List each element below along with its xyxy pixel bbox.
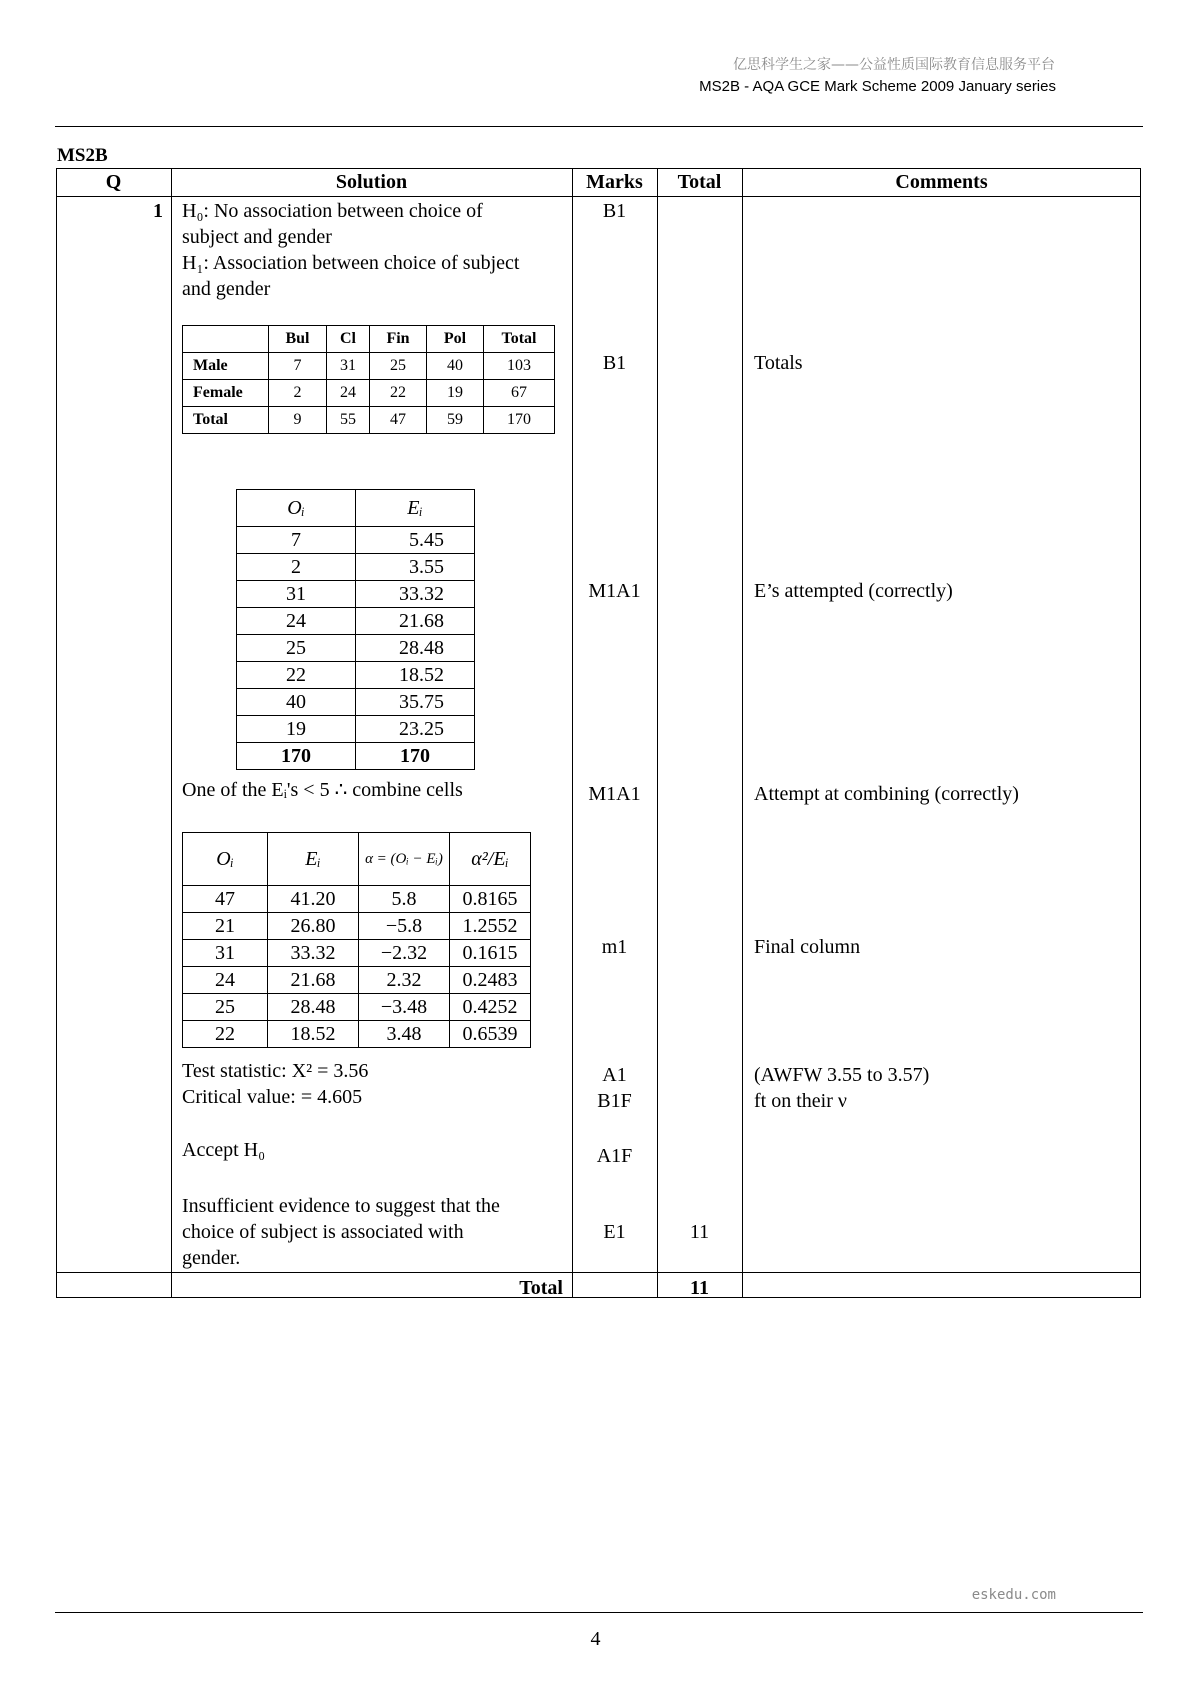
table-cell: Eᵢ bbox=[268, 833, 359, 886]
table-cell: 24 bbox=[327, 380, 370, 407]
table-cell: 19 bbox=[237, 716, 356, 743]
table-cell: 35.75 bbox=[356, 689, 475, 716]
table-cell: 170 bbox=[237, 743, 356, 770]
table-cell: 3.55 bbox=[356, 554, 475, 581]
table-row bbox=[183, 967, 531, 994]
mark-e1-conclusion: E1 bbox=[603, 1221, 626, 1243]
mark-a1f-accept: A1F bbox=[596, 1145, 633, 1167]
table-cell: 22 bbox=[370, 380, 427, 407]
table-cell: 2 bbox=[269, 380, 327, 407]
combine-cells-note: One of the Eᵢ's < 5 ∴ combine cells bbox=[182, 779, 463, 801]
table-cell: Fin bbox=[370, 326, 427, 353]
total-row-rule bbox=[56, 1272, 1141, 1273]
table-cell: Female bbox=[183, 380, 269, 407]
col-divider bbox=[657, 168, 658, 1298]
table-cell: 19 bbox=[427, 380, 484, 407]
mark-m1a1-combine: M1A1 bbox=[588, 783, 641, 805]
table-cell: −3.48 bbox=[359, 994, 450, 1021]
table-row bbox=[237, 527, 475, 554]
question-number: 1 bbox=[153, 200, 163, 222]
footer-site: eskedu.com bbox=[971, 1587, 1056, 1603]
combined-cells-table bbox=[182, 832, 531, 1048]
table-row bbox=[237, 662, 475, 689]
table-cell: Cl bbox=[327, 326, 370, 353]
table-cell: 24 bbox=[237, 608, 356, 635]
table-cell: 47 bbox=[183, 886, 268, 913]
table-row bbox=[237, 554, 475, 581]
table-row bbox=[183, 407, 555, 434]
table-cell: 26.80 bbox=[268, 913, 359, 940]
table-cell bbox=[183, 326, 269, 353]
table-cell: 22 bbox=[183, 1021, 268, 1048]
mark-b1-hypotheses: B1 bbox=[602, 200, 627, 222]
conclusion-line: choice of subject is associated with bbox=[182, 1221, 464, 1243]
table-cell: 0.4252 bbox=[450, 994, 531, 1021]
table-cell: 7 bbox=[269, 353, 327, 380]
combined-header-row bbox=[183, 833, 531, 886]
table-cell: −5.8 bbox=[359, 913, 450, 940]
total-row-label: Total bbox=[519, 1277, 563, 1299]
header-rule bbox=[55, 126, 1143, 127]
expected-values-table bbox=[236, 489, 475, 770]
col-divider bbox=[742, 168, 743, 1298]
comment-final-column: Final column bbox=[754, 936, 861, 958]
hypothesis-alt-cont: and gender bbox=[182, 278, 271, 300]
table-row bbox=[183, 994, 531, 1021]
table-cell: 2 bbox=[237, 554, 356, 581]
table-cell: Eᵢ bbox=[356, 490, 475, 527]
expected-header-row bbox=[237, 490, 475, 527]
comment-awfw: (AWFW 3.55 to 3.57) bbox=[754, 1064, 930, 1086]
table-cell: Bul bbox=[269, 326, 327, 353]
table-row bbox=[237, 716, 475, 743]
mark-m1a1-expected: M1A1 bbox=[588, 580, 641, 602]
table-cell: 9 bbox=[269, 407, 327, 434]
conclusion-line: gender. bbox=[182, 1247, 241, 1269]
question-total: 11 bbox=[689, 1221, 710, 1243]
table-cell: Pol bbox=[427, 326, 484, 353]
accept-h0: Accept H₀ bbox=[182, 1139, 266, 1161]
mark-b1f-critical: B1F bbox=[597, 1090, 632, 1112]
table-cell: 31 bbox=[327, 353, 370, 380]
table-cell: 23.25 bbox=[356, 716, 475, 743]
table-cell: 22 bbox=[237, 662, 356, 689]
table-cell: 7 bbox=[237, 527, 356, 554]
table-cell: 103 bbox=[484, 353, 555, 380]
hypothesis-null: H₀: No association between choice of bbox=[182, 200, 483, 222]
table-cell: 67 bbox=[484, 380, 555, 407]
table-cell: Total bbox=[484, 326, 555, 353]
table-cell: 0.2483 bbox=[450, 967, 531, 994]
comment-ft-nu: ft on their ν bbox=[754, 1090, 847, 1112]
table-row bbox=[183, 913, 531, 940]
table-cell: 47 bbox=[370, 407, 427, 434]
table-cell: 2.32 bbox=[359, 967, 450, 994]
table-cell: 21 bbox=[183, 913, 268, 940]
hypothesis-null-cont: subject and gender bbox=[182, 226, 332, 248]
table-cell: 40 bbox=[427, 353, 484, 380]
table-row bbox=[183, 886, 531, 913]
page-number: 4 bbox=[590, 1628, 601, 1650]
table-row bbox=[183, 940, 531, 967]
table-cell: 31 bbox=[183, 940, 268, 967]
table-cell: 24 bbox=[183, 967, 268, 994]
section-title: MS2B bbox=[57, 145, 108, 166]
table-cell: 25 bbox=[370, 353, 427, 380]
mark-m1-final-column: m1 bbox=[601, 936, 628, 958]
table-cell: Oᵢ bbox=[183, 833, 268, 886]
table-cell: 0.6539 bbox=[450, 1021, 531, 1048]
table-cell: 21.68 bbox=[268, 967, 359, 994]
table-cell: Oᵢ bbox=[237, 490, 356, 527]
expected-total-row bbox=[237, 743, 475, 770]
table-row bbox=[183, 1021, 531, 1048]
conclusion-line: Insufficient evidence to suggest that the bbox=[182, 1195, 500, 1217]
table-cell: −2.32 bbox=[359, 940, 450, 967]
table-cell: 59 bbox=[427, 407, 484, 434]
table-cell: 0.1615 bbox=[450, 940, 531, 967]
table-cell: 25 bbox=[237, 635, 356, 662]
table-cell: 18.52 bbox=[356, 662, 475, 689]
comment-combining: Attempt at combining (correctly) bbox=[754, 783, 1019, 805]
comment-totals: Totals bbox=[754, 352, 803, 374]
table-cell: 33.32 bbox=[356, 581, 475, 608]
table-cell: 21.68 bbox=[356, 608, 475, 635]
mark-b1-totals: B1 bbox=[602, 352, 627, 374]
table-cell: 40 bbox=[237, 689, 356, 716]
footer-rule bbox=[55, 1612, 1143, 1613]
total-row-value: 11 bbox=[690, 1277, 709, 1299]
test-statistic: Test statistic: X² = 3.56 bbox=[182, 1060, 369, 1082]
table-row bbox=[183, 353, 555, 380]
table-cell: 33.32 bbox=[268, 940, 359, 967]
table-cell: 55 bbox=[327, 407, 370, 434]
mark-a1-statistic: A1 bbox=[602, 1064, 627, 1086]
table-cell: 28.48 bbox=[268, 994, 359, 1021]
table-cell: 5.45 bbox=[356, 527, 475, 554]
table-cell: 18.52 bbox=[268, 1021, 359, 1048]
col-header-comments: Comments bbox=[895, 171, 988, 193]
col-header-marks: Marks bbox=[586, 171, 643, 193]
hypothesis-alt: H₁: Association between choice of subject bbox=[182, 252, 520, 274]
table-cell: 28.48 bbox=[356, 635, 475, 662]
table-cell: α = (Oᵢ − Eᵢ) bbox=[359, 833, 450, 886]
table-row bbox=[237, 635, 475, 662]
table-cell: 3.48 bbox=[359, 1021, 450, 1048]
col-divider bbox=[572, 168, 573, 1298]
table-row bbox=[237, 608, 475, 635]
header-watermark: 亿思科学生之家——公益性质国际教育信息服务平台 bbox=[733, 57, 1055, 73]
table-cell: 170 bbox=[484, 407, 555, 434]
col-header-solution: Solution bbox=[335, 171, 408, 193]
contingency-header-row bbox=[183, 326, 555, 353]
table-cell: 31 bbox=[237, 581, 356, 608]
table-row bbox=[237, 581, 475, 608]
table-row bbox=[237, 689, 475, 716]
table-cell: 1.2552 bbox=[450, 913, 531, 940]
comment-expected: E’s attempted (correctly) bbox=[754, 580, 953, 602]
table-cell: α²/Eᵢ bbox=[450, 833, 531, 886]
table-cell: 0.8165 bbox=[450, 886, 531, 913]
col-header-total: Total bbox=[677, 171, 722, 193]
table-row bbox=[183, 380, 555, 407]
table-cell: 170 bbox=[356, 743, 475, 770]
col-divider bbox=[171, 168, 172, 1298]
contingency-table bbox=[182, 325, 555, 434]
table-cell: 25 bbox=[183, 994, 268, 1021]
header-title: MS2B - AQA GCE Mark Scheme 2009 January series bbox=[699, 78, 1056, 95]
table-cell: Male bbox=[183, 353, 269, 380]
table-cell: 5.8 bbox=[359, 886, 450, 913]
header-row-rule bbox=[56, 196, 1141, 197]
table-cell: 41.20 bbox=[268, 886, 359, 913]
critical-value: Critical value: = 4.605 bbox=[182, 1086, 363, 1108]
table-cell: Total bbox=[183, 407, 269, 434]
col-header-q: Q bbox=[105, 171, 122, 193]
